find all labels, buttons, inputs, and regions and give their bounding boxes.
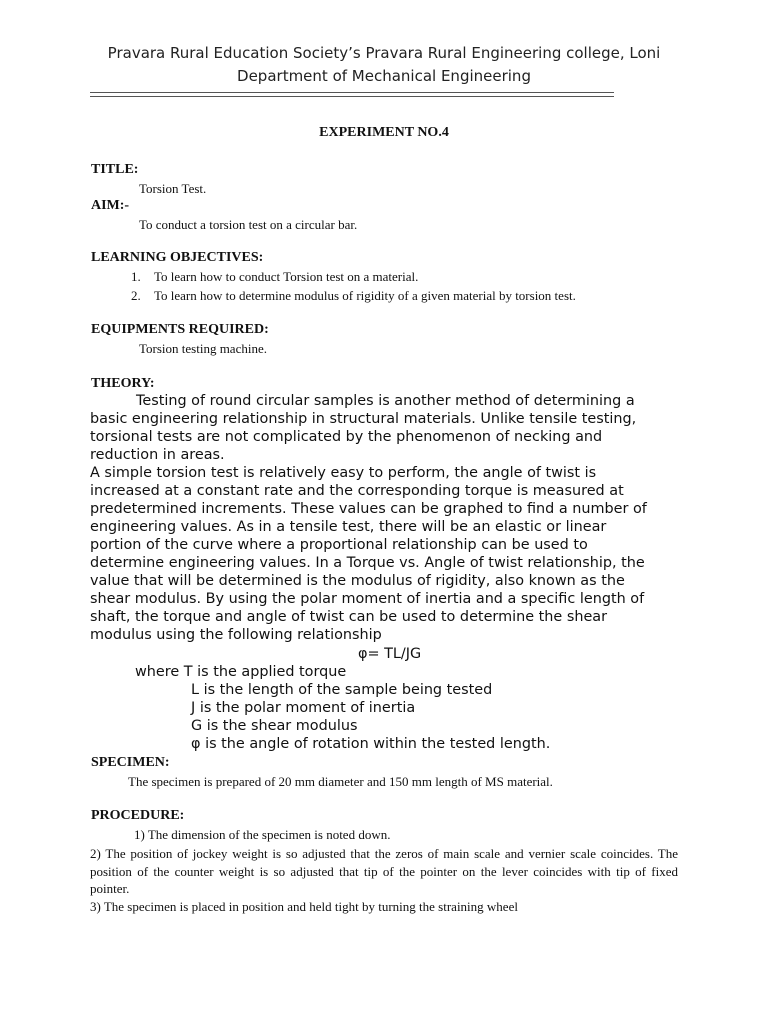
- procedure-step-1: 1) The dimension of the specimen is noted down.: [134, 827, 391, 842]
- aim-text: To conduct a torsion test on a circular bar.: [139, 217, 358, 232]
- formula-definition: L is the length of the sample being tested: [191, 682, 493, 698]
- objective-1-text: To learn how to conduct Torsion test on a material.: [154, 269, 419, 284]
- objective-2-text: To learn how to determine modulus of rigidity of a given material by torsion test.: [154, 288, 576, 303]
- theory-line: A simple torsion test is relatively easy to perform, the angle of twist is: [90, 465, 597, 481]
- header-rule-bottom: [90, 96, 614, 97]
- theory-line: shear modulus. By using the polar moment of inertia and a specific length of: [90, 591, 645, 607]
- theory-line: modulus using the following relationship: [90, 627, 382, 643]
- header-rule-top: [90, 92, 614, 93]
- procedure-heading: PROCEDURE:: [91, 808, 185, 823]
- title-heading: TITLE:: [91, 162, 139, 177]
- theory-line: value that will be determined is the modulus of rigidity, also known as the: [90, 573, 625, 589]
- theory-heading: THEORY:: [91, 376, 155, 391]
- theory-line: reduction in areas.: [90, 447, 225, 463]
- equipment-text: Torsion testing machine.: [139, 341, 267, 356]
- specimen-heading: SPECIMEN:: [91, 755, 170, 770]
- theory-line: torsional tests are not complicated by the phenomenon of necking and: [90, 429, 603, 445]
- theory-line: portion of the curve where a proportional relationship can be used to: [90, 537, 588, 553]
- theory-line: increased at a constant rate and the corresponding torque is measured at: [90, 483, 624, 499]
- formula-definition: G is the shear modulus: [191, 718, 358, 734]
- torsion-formula: φ= TL/JG: [358, 646, 422, 662]
- formula-where: where T is the applied torque: [135, 664, 347, 680]
- institution-name: Pravara Rural Education Society’s Pravara Rural Engineering college, Loni: [107, 44, 661, 62]
- theory-line: basic engineering relationship in structural materials. Unlike tensile testing,: [90, 411, 637, 427]
- experiment-number: EXPERIMENT NO.4: [319, 125, 449, 140]
- objective-2-number: 2.: [131, 288, 141, 303]
- title-text: Torsion Test.: [139, 181, 207, 196]
- equipment-heading: EQUIPMENTS REQUIRED:: [91, 322, 269, 337]
- procedure-step-3: 3) The specimen is placed in position and held tight by turning the straining wheel: [90, 899, 518, 914]
- procedure-step-2: 2) The position of jockey weight is so adjusted that the zeros of main scale and vernier scale coincides. The position of the counter weight is so adjusted that tip of the pointer on the lever coincides with tip of fixed pointer.: [90, 846, 678, 896]
- theory-line: Testing of round circular samples is another method of determining a: [136, 393, 635, 409]
- department-name: Department of Mechanical Engineering: [237, 67, 531, 85]
- theory-line: predetermined increments. These values can be graphed to find a number of: [90, 501, 647, 517]
- formula-definition: J is the polar moment of inertia: [191, 700, 416, 716]
- theory-line: determine engineering values. In a Torque vs. Angle of twist relationship, the: [90, 555, 645, 571]
- theory-line: shaft, the torque and angle of twist can be used to determine the shear: [90, 609, 608, 625]
- objective-1-number: 1.: [131, 269, 141, 284]
- formula-definition: φ is the angle of rotation within the tested length.: [191, 736, 551, 752]
- specimen-text: The specimen is prepared of 20 mm diameter and 150 mm length of MS material.: [128, 774, 553, 789]
- aim-heading: AIM:-: [91, 198, 130, 213]
- theory-line: engineering values. As in a tensile test, there will be an elastic or linear: [90, 519, 607, 535]
- objectives-heading: LEARNING OBJECTIVES:: [91, 250, 264, 265]
